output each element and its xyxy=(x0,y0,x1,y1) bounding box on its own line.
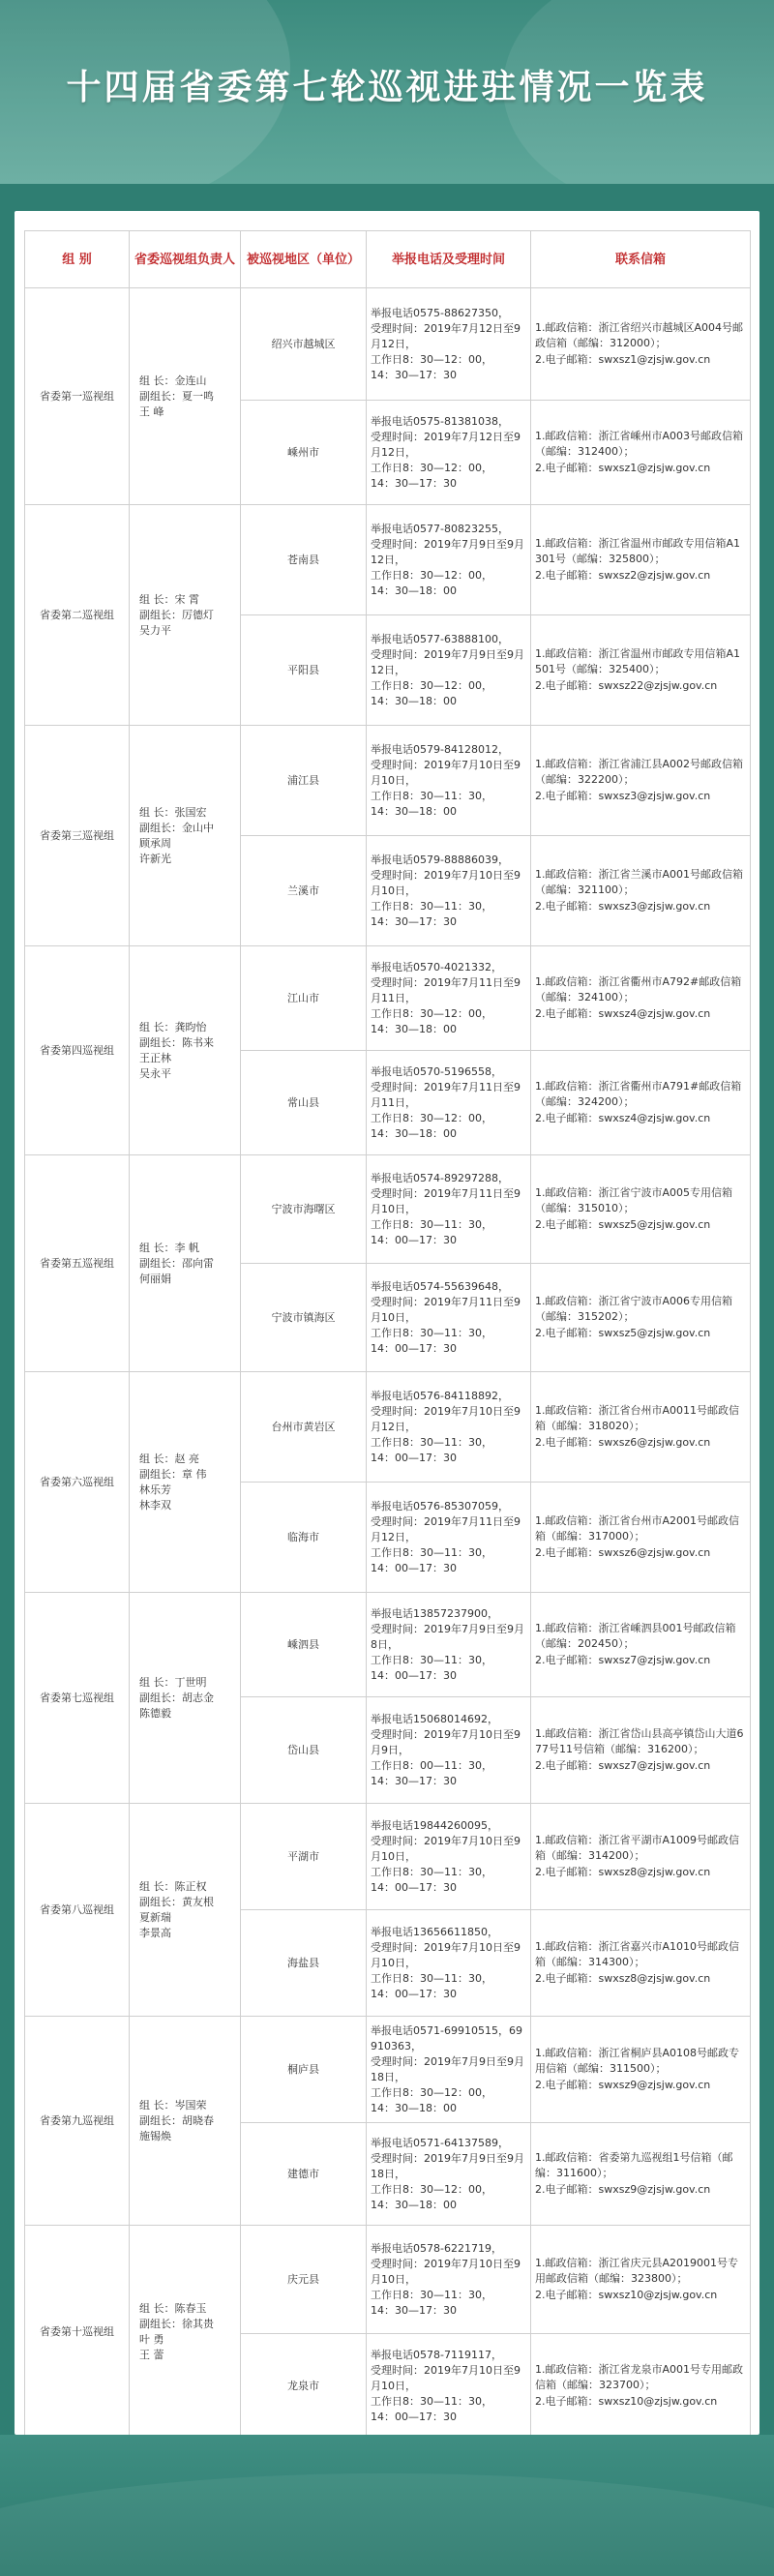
phone-line: 受理时间：2019年7月9日至9月12日， xyxy=(371,647,524,676)
phone-line: 受理时间：2019年7月9日至9月18日， xyxy=(371,2054,524,2083)
phone-and-hours xyxy=(367,1910,531,2017)
inspected-area: 平湖市 xyxy=(241,1804,367,1910)
table-body xyxy=(25,288,751,2439)
contact-line: 2.电子邮箱：swxsz6@zjsjw.gov.cn xyxy=(535,1546,711,1559)
phone-and-hours xyxy=(367,288,531,401)
group-leaders xyxy=(130,2226,241,2439)
contact-line: 1.邮政信箱：浙江省宁波市A005专用信箱（邮编：315010）； xyxy=(535,1186,733,1214)
contact-line: 2.电子邮箱：swxsz10@zjsjw.gov.cn xyxy=(535,2289,718,2301)
phone-line: 工作日8：30—12：00， xyxy=(371,678,492,692)
phone-line: 工作日8：30—12：00， xyxy=(371,1006,492,1020)
phone-line: 14：30—18：00 xyxy=(371,584,457,597)
contact-line: 1.邮政信箱：浙江省平湖市A1009号邮政信箱（邮编：314200）； xyxy=(535,1834,740,1862)
phone-and-hours xyxy=(367,2123,531,2226)
phone-and-hours xyxy=(367,2334,531,2439)
phone-and-hours xyxy=(367,2017,531,2123)
inspected-area: 宁波市镇海区 xyxy=(241,1264,367,1372)
phone-line: 14：30—18：00 xyxy=(371,694,457,707)
footer-wave xyxy=(0,2473,774,2576)
phone-line: 受理时间：2019年7月10日至9月12日， xyxy=(371,1404,521,1433)
phone-line: 受理时间：2019年7月10日至9月10日， xyxy=(371,2363,521,2392)
leader-line: 叶 勇 xyxy=(139,2332,164,2346)
contact-mailbox xyxy=(531,505,751,615)
contact-line: 1.邮政信箱：浙江省衢州市A791#邮政信箱（邮编：324200）； xyxy=(535,1080,742,1108)
page-title: 十四届省委第七轮巡视进驻情况一览表 xyxy=(66,67,708,107)
contact-line: 1.邮政信箱：浙江省龙泉市A001号专用邮政信箱（邮编：323700）； xyxy=(535,2363,744,2391)
phone-line: 举报电话0574-55639648， xyxy=(371,1279,509,1293)
phone-line: 工作日8：30—11：30， xyxy=(371,789,492,802)
table-row xyxy=(25,1372,751,1483)
header-area: 被巡视地区（单位） xyxy=(241,231,367,288)
contact-mailbox xyxy=(531,836,751,946)
group-leaders xyxy=(130,1593,241,1804)
phone-line: 工作日8：30—11：30， xyxy=(371,899,492,913)
phone-line: 举报电话0579-88886039， xyxy=(371,853,509,866)
phone-and-hours xyxy=(367,505,531,615)
inspected-area: 苍南县 xyxy=(241,505,367,615)
leader-line: 组 长：陈春玉 xyxy=(139,2301,207,2315)
contact-mailbox xyxy=(531,2123,751,2226)
phone-line: 14：30—18：00 xyxy=(371,804,457,818)
phone-and-hours xyxy=(367,1372,531,1483)
contact-line: 2.电子邮箱：swxsz22@zjsjw.gov.cn xyxy=(535,679,718,692)
contact-line: 2.电子邮箱：swxsz9@zjsjw.gov.cn xyxy=(535,2079,711,2091)
leader-line: 林李双 xyxy=(139,1498,171,1512)
leader-line: 副组长：胡晓春 xyxy=(139,2113,214,2127)
contact-mailbox xyxy=(531,1804,751,1910)
contact-mailbox xyxy=(531,2017,751,2123)
contact-line: 1.邮政信箱：浙江省宁波市A006专用信箱（邮编：315202）； xyxy=(535,1295,733,1323)
phone-line: 14：00—17：30 xyxy=(371,1341,457,1355)
leader-line: 组 长：丁世明 xyxy=(139,1675,207,1689)
leader-line: 副组长：夏一鸣 xyxy=(139,389,214,403)
leader-line: 副组长：邵向雷 xyxy=(139,1256,214,1270)
phone-line: 举报电话0578-7119117， xyxy=(371,2348,502,2361)
contact-mailbox xyxy=(531,1910,751,2017)
inspected-area: 海盐县 xyxy=(241,1910,367,2017)
inspected-area: 绍兴市越城区 xyxy=(241,288,367,401)
inspected-area: 岱山县 xyxy=(241,1697,367,1804)
contact-mailbox xyxy=(531,288,751,401)
phone-line: 14：30—17：30 xyxy=(371,2303,457,2317)
phone-and-hours xyxy=(367,401,531,505)
phone-line: 受理时间：2019年7月10日至9月10日， xyxy=(371,868,521,897)
phone-line: 工作日8：30—11：30， xyxy=(371,1326,492,1339)
table-row xyxy=(25,288,751,401)
group-name: 省委第二巡视组 xyxy=(25,505,130,726)
phone-and-hours xyxy=(367,2226,531,2334)
inspected-area: 嵊泗县 xyxy=(241,1593,367,1697)
table-row xyxy=(25,2226,751,2334)
phone-line: 工作日8：30—11：30， xyxy=(371,1545,492,1559)
leader-line: 许新光 xyxy=(139,852,171,865)
phone-and-hours xyxy=(367,1593,531,1697)
contact-line: 2.电子邮箱：swxsz5@zjsjw.gov.cn xyxy=(535,1218,711,1231)
table-row xyxy=(25,1804,751,1910)
phone-and-hours xyxy=(367,1804,531,1910)
contact-mailbox xyxy=(531,2334,751,2439)
leader-line: 吴永平 xyxy=(139,1066,171,1080)
contact-line: 2.电子邮箱：swxsz4@zjsjw.gov.cn xyxy=(535,1112,711,1124)
contact-line: 2.电子邮箱：swxsz5@zjsjw.gov.cn xyxy=(535,1327,711,1339)
inspected-area: 台州市黄岩区 xyxy=(241,1372,367,1483)
phone-line: 受理时间：2019年7月11日至9月12日， xyxy=(371,1514,521,1543)
phone-line: 受理时间：2019年7月11日至9月10日， xyxy=(371,1186,521,1215)
header-contact: 联系信箱 xyxy=(531,231,751,288)
phone-line: 受理时间：2019年7月10日至9月10日， xyxy=(371,2257,521,2286)
phone-line: 14：30—17：30 xyxy=(371,914,457,928)
leader-line: 夏新瑞 xyxy=(139,1910,171,1924)
contact-line: 2.电子邮箱：swxsz2@zjsjw.gov.cn xyxy=(535,569,711,582)
group-leaders xyxy=(130,505,241,726)
phone-line: 工作日8：30—11：30， xyxy=(371,2394,492,2408)
phone-line: 工作日8：30—12：00， xyxy=(371,1111,492,1124)
contact-mailbox xyxy=(531,726,751,836)
contact-line: 1.邮政信箱：浙江省兰溪市A001号邮政信箱（邮编：321100）； xyxy=(535,868,744,896)
group-name: 省委第五巡视组 xyxy=(25,1155,130,1372)
phone-line: 14：00—17：30 xyxy=(371,1561,457,1574)
contact-line: 2.电子邮箱：swxsz3@zjsjw.gov.cn xyxy=(535,900,711,913)
phone-line: 14：30—17：30 xyxy=(371,368,457,381)
leader-line: 王正林 xyxy=(139,1051,171,1064)
contact-line: 2.电子邮箱：swxsz4@zjsjw.gov.cn xyxy=(535,1007,711,1020)
phone-line: 受理时间：2019年7月9日至9月12日， xyxy=(371,537,524,566)
leader-line: 组 长：岑国荣 xyxy=(139,2098,207,2112)
leader-line: 组 长：陈正权 xyxy=(139,1879,207,1893)
contact-line: 1.邮政信箱：浙江省庆元县A2019001号专用邮政信箱（邮编：323800）； xyxy=(535,2257,739,2285)
contact-mailbox xyxy=(531,615,751,726)
contact-mailbox xyxy=(531,1264,751,1372)
leader-line: 副组长：厉德灯 xyxy=(139,608,214,621)
table-row xyxy=(25,2017,751,2123)
leader-line: 副组长：陈书来 xyxy=(139,1035,214,1049)
phone-line: 举报电话13656611850， xyxy=(371,1925,498,1938)
leader-line: 副组长：金山中 xyxy=(139,821,214,834)
leader-line: 副组长：胡志金 xyxy=(139,1691,214,1704)
phone-line: 14：00—17：30 xyxy=(371,1668,457,1682)
contact-line: 1.邮政信箱：浙江省桐庐县A0108号邮政专用信箱（邮编：311500）； xyxy=(535,2047,740,2075)
phone-and-hours xyxy=(367,946,531,1051)
table-row xyxy=(25,505,751,615)
inspected-area: 宁波市海曙区 xyxy=(241,1155,367,1264)
phone-and-hours xyxy=(367,1264,531,1372)
phone-line: 受理时间：2019年7月10日至9月10日， xyxy=(371,1940,521,1969)
phone-line: 受理时间：2019年7月11日至9月11日， xyxy=(371,1080,521,1109)
leader-line: 施锡焕 xyxy=(139,2129,171,2142)
phone-and-hours xyxy=(367,1697,531,1804)
phone-line: 14：30—18：00 xyxy=(371,1126,457,1140)
phone-and-hours xyxy=(367,726,531,836)
group-leaders xyxy=(130,1155,241,1372)
inspected-area: 平阳县 xyxy=(241,615,367,726)
contact-mailbox xyxy=(531,1051,751,1155)
phone-line: 举报电话0577-63888100， xyxy=(371,632,509,645)
header-group: 组 别 xyxy=(25,231,130,288)
leader-line: 顾承周 xyxy=(139,836,171,850)
phone-line: 工作日8：30—11：30， xyxy=(371,1653,492,1666)
leader-line: 陈德毅 xyxy=(139,1706,171,1720)
header-phone: 举报电话及受理时间 xyxy=(367,231,531,288)
group-name: 省委第四巡视组 xyxy=(25,946,130,1155)
contact-mailbox xyxy=(531,401,751,505)
inspected-area: 临海市 xyxy=(241,1483,367,1593)
phone-line: 举报电话0570-5196558， xyxy=(371,1064,502,1078)
leader-line: 组 长：李 帆 xyxy=(139,1241,199,1254)
contact-line: 1.邮政信箱：浙江省衢州市A792#邮政信箱（邮编：324100）； xyxy=(535,975,742,1003)
group-name: 省委第八巡视组 xyxy=(25,1804,130,2017)
phone-line: 举报电话0578-6221719， xyxy=(371,2241,502,2255)
contact-line: 2.电子邮箱：swxsz8@zjsjw.gov.cn xyxy=(535,1972,711,1985)
phone-line: 受理时间：2019年7月11日至9月10日， xyxy=(371,1295,521,1324)
leader-line: 李景高 xyxy=(139,1926,171,1939)
header-leader: 省委巡视组负责人 xyxy=(130,231,241,288)
phone-line: 受理时间：2019年7月10日至9月10日， xyxy=(371,1834,521,1863)
leader-line: 组 长：宋 霄 xyxy=(139,592,199,606)
phone-line: 受理时间：2019年7月9日至9月18日， xyxy=(371,2151,524,2180)
inspected-area: 江山市 xyxy=(241,946,367,1051)
contact-mailbox xyxy=(531,1372,751,1483)
phone-line: 举报电话0574-89297288， xyxy=(371,1171,509,1184)
phone-line: 举报电话15068014692， xyxy=(371,1712,498,1725)
group-name: 省委第一巡视组 xyxy=(25,288,130,505)
table-row xyxy=(25,1155,751,1264)
table-row xyxy=(25,726,751,836)
contact-line: 2.电子邮箱：swxsz10@zjsjw.gov.cn xyxy=(535,2395,718,2408)
phone-and-hours xyxy=(367,1155,531,1264)
contact-line: 2.电子邮箱：swxsz7@zjsjw.gov.cn xyxy=(535,1759,711,1772)
phone-line: 举报电话13857237900， xyxy=(371,1606,498,1620)
phone-line: 受理时间：2019年7月10日至9月10日， xyxy=(371,758,521,787)
group-leaders xyxy=(130,1804,241,2017)
group-name: 省委第三巡视组 xyxy=(25,726,130,946)
contact-line: 1.邮政信箱：浙江省温州市邮政专用信箱A1501号（邮编：325400）； xyxy=(535,647,741,675)
leader-line: 组 长：张国宏 xyxy=(139,805,207,819)
phone-line: 14：30—17：30 xyxy=(371,1774,457,1787)
inspected-area: 庆元县 xyxy=(241,2226,367,2334)
phone-line: 受理时间：2019年7月9日至9月8日， xyxy=(371,1622,524,1651)
phone-line: 举报电话0570-4021332， xyxy=(371,960,502,973)
leader-line: 林乐芳 xyxy=(139,1483,171,1496)
leader-line: 王 蕾 xyxy=(139,2348,164,2361)
inspected-area: 浦江县 xyxy=(241,726,367,836)
phone-line: 受理时间：2019年7月10日至9月9日， xyxy=(371,1727,521,1756)
leader-line: 组 长：金连山 xyxy=(139,374,207,387)
phone-line: 14：00—17：30 xyxy=(371,1880,457,1894)
leader-line: 吴力平 xyxy=(139,623,171,637)
group-leaders xyxy=(130,288,241,505)
contact-line: 2.电子邮箱：swxsz1@zjsjw.gov.cn xyxy=(535,462,711,474)
group-leaders xyxy=(130,726,241,946)
contact-mailbox xyxy=(531,1155,751,1264)
group-name: 省委第六巡视组 xyxy=(25,1372,130,1593)
inspection-table xyxy=(24,230,751,2439)
phone-line: 14：00—17：30 xyxy=(371,2410,457,2423)
phone-line: 14：00—17：30 xyxy=(371,1987,457,2000)
inspected-area: 嵊州市 xyxy=(241,401,367,505)
leader-line: 组 长：龚昀怡 xyxy=(139,1020,207,1033)
phone-line: 工作日8：30—11：30， xyxy=(371,1435,492,1449)
phone-line: 工作日8：30—11：30， xyxy=(371,1865,492,1878)
contact-line: 1.邮政信箱：浙江省绍兴市越城区A004号邮政信箱（邮编：312000）； xyxy=(535,321,744,349)
phone-line: 举报电话19844260095， xyxy=(371,1818,498,1832)
leader-line: 组 长：赵 亮 xyxy=(139,1452,199,1465)
phone-line: 举报电话0575-88627350， xyxy=(371,306,509,319)
contact-line: 1.邮政信箱：浙江省嘉兴市A1010号邮政信箱（邮编：314300）； xyxy=(535,1940,740,1968)
phone-line: 工作日8：30—11：30， xyxy=(371,2288,492,2301)
footer-decoration xyxy=(0,2435,774,2576)
phone-line: 工作日8：30—12：00， xyxy=(371,461,492,474)
phone-line: 举报电话0579-84128012， xyxy=(371,742,509,756)
contact-line: 1.邮政信箱：浙江省嵊泗县001号邮政信箱（邮编：202450）； xyxy=(535,1622,736,1650)
phone-line: 举报电话0577-80823255， xyxy=(371,522,509,535)
phone-and-hours xyxy=(367,1483,531,1593)
contact-line: 1.邮政信箱：浙江省浦江县A002号邮政信箱（邮编：322200）； xyxy=(535,758,744,786)
table-card xyxy=(15,211,759,2435)
contact-line: 1.邮政信箱：浙江省台州市A2001号邮政信箱（邮编：317000）； xyxy=(535,1514,740,1543)
leader-line: 王 峰 xyxy=(139,404,164,418)
phone-and-hours xyxy=(367,1051,531,1155)
phone-line: 14：30—18：00 xyxy=(371,2101,457,2114)
contact-line: 2.电子邮箱：swxsz8@zjsjw.gov.cn xyxy=(535,1866,711,1878)
group-name: 省委第九巡视组 xyxy=(25,2017,130,2226)
phone-line: 受理时间：2019年7月11日至9月11日， xyxy=(371,975,521,1004)
leader-line: 副组长：徐其贵 xyxy=(139,2317,214,2330)
phone-line: 工作日8：30—12：00， xyxy=(371,2085,492,2099)
group-leaders xyxy=(130,2017,241,2226)
group-leaders xyxy=(130,946,241,1155)
contact-line: 1.邮政信箱：浙江省嵊州市A003号邮政信箱（邮编：312400）； xyxy=(535,430,744,458)
inspected-area: 桐庐县 xyxy=(241,2017,367,2123)
contact-mailbox xyxy=(531,1593,751,1697)
contact-mailbox xyxy=(531,1697,751,1804)
phone-line: 举报电话0576-84118892， xyxy=(371,1389,509,1402)
phone-line: 举报电话0576-85307059， xyxy=(371,1499,509,1513)
contact-mailbox xyxy=(531,946,751,1051)
contact-line: 2.电子邮箱：swxsz3@zjsjw.gov.cn xyxy=(535,790,711,802)
leader-line: 副组长：黄友根 xyxy=(139,1895,214,1908)
contact-line: 1.邮政信箱：浙江省温州市邮政专用信箱A1301号（邮编：325800）； xyxy=(535,537,741,565)
contact-mailbox xyxy=(531,1483,751,1593)
phone-line: 举报电话0571-64137589， xyxy=(371,2136,509,2149)
phone-line: 14：00—17：30 xyxy=(371,1233,457,1246)
contact-line: 2.电子邮箱：swxsz1@zjsjw.gov.cn xyxy=(535,353,711,366)
inspected-area: 兰溪市 xyxy=(241,836,367,946)
group-name: 省委第十巡视组 xyxy=(25,2226,130,2439)
phone-line: 14：00—17：30 xyxy=(371,1451,457,1464)
phone-line: 14：30—18：00 xyxy=(371,2198,457,2211)
header-banner xyxy=(0,0,774,184)
contact-line: 2.电子邮箱：swxsz7@zjsjw.gov.cn xyxy=(535,1654,711,1666)
contact-line: 2.电子邮箱：swxsz9@zjsjw.gov.cn xyxy=(535,2183,711,2196)
phone-line: 14：30—18：00 xyxy=(371,1022,457,1035)
contact-line: 2.电子邮箱：swxsz6@zjsjw.gov.cn xyxy=(535,1436,711,1449)
contact-line: 1.邮政信箱：浙江省台州市A0011号邮政信箱（邮编：318020）； xyxy=(535,1404,740,1432)
phone-line: 工作日8：30—12：00， xyxy=(371,568,492,582)
phone-line: 举报电话0571-69910515，69910363， xyxy=(371,2023,522,2052)
table-row xyxy=(25,946,751,1051)
phone-and-hours xyxy=(367,615,531,726)
contact-line: 1.邮政信箱：省委第九巡视组1号信箱（邮编：311600）； xyxy=(535,2151,733,2179)
phone-line: 工作日8：30—12：00， xyxy=(371,352,492,366)
group-leaders xyxy=(130,1372,241,1593)
table-row xyxy=(25,1593,751,1697)
leader-line: 副组长：章 伟 xyxy=(139,1467,207,1481)
phone-line: 工作日8：00—11：30， xyxy=(371,1758,492,1772)
contact-mailbox xyxy=(531,2226,751,2334)
phone-line: 受理时间：2019年7月12日至9月12日， xyxy=(371,321,521,350)
phone-line: 举报电话0575-81381038， xyxy=(371,414,509,428)
phone-line: 受理时间：2019年7月12日至9月12日， xyxy=(371,430,521,459)
phone-line: 工作日8：30—11：30， xyxy=(371,1217,492,1231)
inspected-area: 常山县 xyxy=(241,1051,367,1155)
table-header-row xyxy=(25,231,751,288)
leader-line: 何丽娟 xyxy=(139,1272,171,1285)
inspected-area: 建德市 xyxy=(241,2123,367,2226)
phone-line: 工作日8：30—11：30， xyxy=(371,1971,492,1985)
inspected-area: 龙泉市 xyxy=(241,2334,367,2439)
phone-line: 14：30—17：30 xyxy=(371,476,457,490)
phone-and-hours xyxy=(367,836,531,946)
group-name: 省委第七巡视组 xyxy=(25,1593,130,1804)
phone-line: 工作日8：30—12：00， xyxy=(371,2182,492,2196)
contact-line: 1.邮政信箱：浙江省岱山县高亭镇岱山大道677号11号信箱（邮编：316200）； xyxy=(535,1727,744,1755)
